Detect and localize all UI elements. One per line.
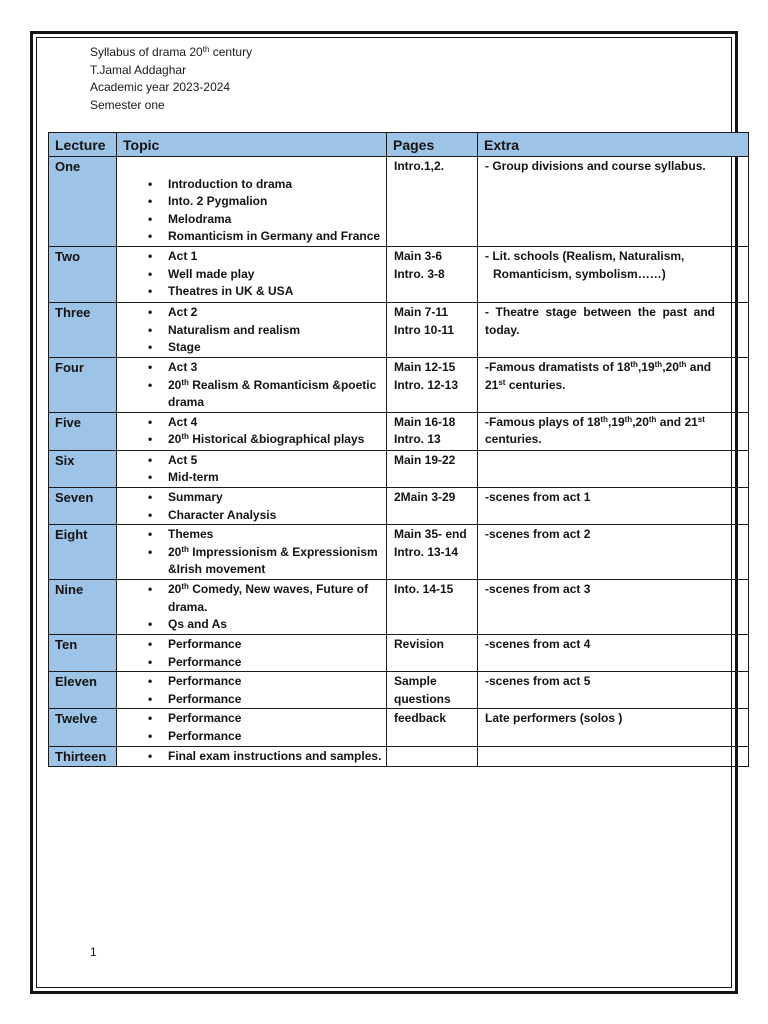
ordinal-suffix: th [202, 45, 210, 54]
table-row [49, 302, 749, 357]
document-title-suffix: century [209, 45, 253, 59]
extra-cell [478, 412, 749, 450]
topic-ordinal: 20 [168, 432, 182, 447]
extra-cell [478, 157, 749, 247]
topic-item: • Themes [168, 526, 383, 544]
pages-line: Main 16-18 [394, 414, 456, 429]
ordinal-suffix: th [181, 581, 189, 591]
topic-cell [117, 302, 387, 357]
pages-line: Revision [394, 636, 445, 651]
pages-cell [387, 157, 478, 247]
topic-list [124, 359, 383, 412]
topic-cell [117, 579, 387, 634]
table-row [49, 246, 749, 302]
topic-item: • Performance [168, 654, 383, 672]
document-header [90, 44, 252, 114]
topic-item: • Stage [168, 339, 383, 357]
pages-line: Intro 10-11 [394, 322, 455, 337]
table-row [49, 157, 749, 247]
pages-cell [387, 579, 478, 634]
extra-line [485, 359, 715, 377]
extra-line [485, 414, 715, 432]
topic-item [168, 544, 383, 579]
topic-item: • Into. 2 Pygmalion [168, 193, 383, 211]
topic-cell [117, 672, 387, 709]
lecture-cell: Five [49, 412, 117, 450]
table-row [49, 525, 749, 580]
lecture-cell: One [49, 157, 117, 247]
ordinal-suffix: th [181, 377, 189, 387]
topic-ordinal: 20 [168, 544, 182, 559]
table-row [49, 412, 749, 450]
topic-cell [117, 487, 387, 524]
topic-list [124, 581, 383, 634]
topic-cell [117, 157, 387, 247]
extra-text: -Famous plays of 18 [485, 414, 601, 429]
pages-line: Intro. 3-8 [394, 266, 445, 281]
topic-cell [117, 357, 387, 412]
extra-line: -scenes from act 1 [485, 489, 591, 504]
pages-cell [387, 357, 478, 412]
topic-ordinal: 20 [168, 581, 182, 596]
pages-cell [387, 302, 478, 357]
topic-item: • Introduction to drama [168, 176, 383, 194]
extra-cell [478, 634, 749, 671]
topic-list [124, 452, 383, 487]
topic-list [124, 176, 383, 246]
topic-cell [117, 525, 387, 580]
topic-list [124, 248, 383, 301]
lecture-cell: Eleven [49, 672, 117, 709]
extra-line [485, 377, 715, 395]
lecture-cell: Twelve [49, 709, 117, 747]
topic-item: • Performance [168, 728, 383, 746]
topic-item: • Performance [168, 636, 383, 654]
extra-cell [478, 709, 749, 747]
topic-list [124, 636, 383, 671]
ordinal-suffix: th [678, 359, 687, 369]
extra-cell [478, 525, 749, 580]
extra-line: Romanticism, symbolism……) [493, 266, 666, 281]
extra-text: centuries. [505, 377, 566, 392]
extra-line: -scenes from act 3 [485, 581, 591, 596]
topic-item [168, 377, 383, 412]
topic-list [124, 710, 383, 745]
pages-line: Main 7-11 [394, 304, 449, 319]
extra-text: ,20 [662, 359, 679, 374]
topic-item: • Act 5 [168, 452, 383, 470]
pages-line: Intro. 13-14 [394, 544, 459, 559]
topic-text: Realism & Romanticism &poetic [188, 377, 377, 392]
extra-cell [478, 302, 749, 357]
extra-cell [478, 579, 749, 634]
topic-list [124, 526, 383, 579]
table-row [49, 747, 749, 767]
topic-text: Impressionism & Expressionism [188, 544, 378, 559]
ordinal-suffix: th [181, 544, 189, 554]
column-header-pages: Pages [387, 133, 478, 157]
topic-item: • Character Analysis [168, 507, 383, 525]
table-row [49, 450, 749, 487]
lecture-cell: Two [49, 246, 117, 302]
extra-line: -scenes from act 5 [485, 674, 591, 689]
ordinal-suffix: th [624, 414, 633, 424]
pages-cell [387, 747, 478, 767]
extra-cell [478, 450, 749, 487]
ordinal-suffix: st [498, 377, 506, 387]
topic-cell [117, 412, 387, 450]
table-row [49, 709, 749, 747]
topic-cell [117, 747, 387, 767]
academic-year: Academic year 2023-2024 [90, 80, 231, 94]
topic-item: • Mid-term [168, 469, 383, 487]
extra-text: and 21 [656, 414, 698, 429]
topic-item: • Act 2 [168, 304, 383, 322]
topic-list [124, 748, 383, 766]
document-title [90, 44, 252, 62]
extra-cell [478, 357, 749, 412]
pages-cell [387, 412, 478, 450]
extra-line: - Lit. schools (Realism, Naturalism, [485, 248, 685, 263]
pages-line: feedback [394, 711, 447, 726]
topic-text: Comedy, New waves, Future of [188, 581, 369, 596]
topic-item [168, 431, 383, 449]
extra-text: -Famous dramatists of 18 [485, 359, 631, 374]
pages-line: Main 12-15 [394, 359, 456, 374]
pages-cell [387, 246, 478, 302]
ordinal-suffix: th [630, 359, 638, 369]
lecture-cell: Four [49, 357, 117, 412]
topic-item: • Act 4 [168, 414, 383, 432]
extra-cell [478, 246, 749, 302]
pages-cell [387, 672, 478, 709]
topic-item: • Act 1 [168, 248, 383, 266]
pages-cell [387, 634, 478, 671]
table-row [49, 579, 749, 634]
pages-line: Main 19-22 [394, 452, 456, 467]
semester: Semester one [90, 97, 165, 112]
topic-list [124, 304, 383, 357]
extra-line: -scenes from act 4 [485, 636, 591, 651]
pages-line: Sample [394, 674, 437, 689]
topic-text-continued: drama. [168, 599, 208, 614]
topic-item: • Performance [168, 710, 383, 728]
topic-item: • Performance [168, 691, 383, 709]
lecture-cell: Ten [49, 634, 117, 671]
lecture-cell: Six [49, 450, 117, 487]
topic-item: • Summary [168, 489, 383, 507]
table-row [49, 487, 749, 524]
topic-list [124, 414, 383, 449]
topic-item: • Qs and As [168, 616, 383, 634]
pages-cell [387, 487, 478, 524]
pages-cell [387, 709, 478, 747]
topic-item: • Act 3 [168, 359, 383, 377]
lecture-cell: Thirteen [49, 747, 117, 767]
extra-line: today. [485, 322, 520, 337]
pages-line: questions [394, 691, 451, 706]
topic-item: • Naturalism and realism [168, 322, 383, 340]
pages-line: Intro. 13 [394, 432, 441, 447]
extra-text: ,19 [637, 359, 655, 374]
topic-ordinal: 20 [168, 377, 182, 392]
document-title-text: Syllabus of drama 20 [90, 45, 203, 59]
topic-list [124, 673, 383, 708]
topic-cell [117, 450, 387, 487]
topic-item: • Melodrama [168, 211, 383, 229]
pages-line: Intro.1,2. [394, 159, 445, 173]
extra-cell [478, 487, 749, 524]
extra-line: centuries. [485, 432, 542, 447]
topic-text: Historical &biographical plays [188, 432, 365, 447]
extra-cell [478, 672, 749, 709]
lecture-cell: Eight [49, 525, 117, 580]
extra-line: - Group divisions and course syllabus. [485, 159, 706, 173]
ordinal-suffix: th [181, 432, 189, 442]
ordinal-suffix: st [697, 414, 705, 424]
pages-line: Into. 14-15 [394, 581, 454, 596]
ordinal-suffix: th [648, 414, 657, 424]
column-header-lecture: Lecture [49, 133, 117, 157]
topic-item [168, 581, 383, 616]
column-header-topic: Topic [117, 133, 387, 157]
extra-line: - Theatre stage between the past and [485, 304, 715, 319]
pages-line: 2Main 3-29 [394, 489, 456, 504]
lecture-cell: Seven [49, 487, 117, 524]
topic-text-continued: drama [168, 395, 205, 410]
extra-text: ,19 [607, 414, 625, 429]
table-header-row [49, 133, 749, 157]
extra-cell [478, 747, 749, 767]
lecture-cell: Three [49, 302, 117, 357]
topic-list [124, 489, 383, 524]
topic-item: • Well made play [168, 266, 383, 284]
topic-item: • Theatres in UK & USA [168, 283, 383, 301]
topic-cell [117, 634, 387, 671]
ordinal-suffix: th [600, 414, 608, 424]
column-header-extra: Extra [478, 133, 749, 157]
extra-text: and [686, 359, 712, 374]
ordinal-suffix: th [654, 359, 663, 369]
extra-line: -scenes from act 2 [485, 527, 591, 542]
table-row [49, 672, 749, 709]
pages-line: Main 3-6 [394, 248, 443, 263]
table-row [49, 357, 749, 412]
lecture-cell: Nine [49, 579, 117, 634]
topic-cell [117, 709, 387, 747]
extra-text: 21 [485, 377, 499, 392]
extra-line: Late performers (solos ) [485, 711, 623, 726]
topic-item: • Performance [168, 673, 383, 691]
extra-text: ,20 [632, 414, 649, 429]
table-row [49, 634, 749, 671]
topic-item: • Romanticism in Germany and France [168, 228, 383, 246]
topic-text-continued: &Irish movement [168, 562, 266, 577]
pages-line: Intro. 12-13 [394, 377, 459, 392]
topic-cell [117, 246, 387, 302]
pages-cell [387, 525, 478, 580]
pages-line: Main 35- end [394, 527, 467, 542]
topic-item: • Final exam instructions and samples. [168, 748, 383, 766]
syllabus-table [48, 132, 749, 767]
pages-cell [387, 450, 478, 487]
instructor-name: T.Jamal Addaghar [90, 62, 187, 77]
page-number: 1 [90, 945, 97, 959]
